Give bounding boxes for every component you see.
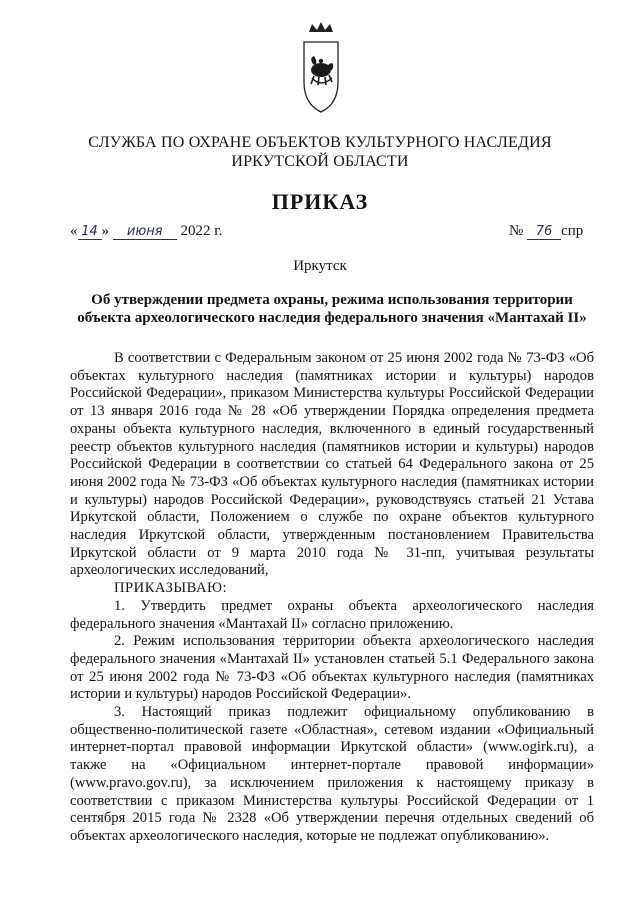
order-number-value: 76 (527, 225, 561, 240)
agency-name-line-2: ИРКУТСКОЙ ОБЛАСТИ (231, 153, 409, 170)
order-item: 3. Настоящий приказ подлежит официальному опубликованию в общественно-политической газете «Областная», сетевом издании «Официальный интернет-портал правовой информации Иркутской области» (www.ogirk.ru), а также на «Официальном интернет-портале правовой информации» (www.pravo.gov.ru), за исключением приложения к настоящему приказу в соответствии с приказом Министерства культуры Российской Федерации от 1 сентября 2015 года № 2328 «Об утверждении перечня отдельных сведений об объектах археологического наследия, которые не подлежат опубликованию». (70, 704, 594, 844)
city: Иркутск (293, 258, 347, 274)
irkutsk-coat-of-arms-icon (300, 20, 342, 116)
date-close-quote: » (101, 223, 109, 239)
date-open-quote: « (70, 223, 78, 239)
order-date (70, 223, 222, 240)
order-item: 2. Режим использования территории объекта археологического наследия федерального значения «Мантахай II» установлен статьей 5.1 Федерального закона от 25 июня 2002 года № 73-ФЗ «Об объектах культурного наследия (памятниках истории и культуры) народов Российской Федерации». (70, 633, 594, 703)
order-number (509, 223, 583, 240)
order-item: 1. Утвердить предмет охраны объекта археологического наследия федерального значения «Мантахай II» согласно приложению. (70, 597, 594, 632)
document-type: ПРИКАЗ (271, 189, 369, 214)
order-directive: ПРИКАЗЫВАЮ: (114, 580, 228, 597)
date-day: 14 (78, 225, 102, 240)
preamble-paragraph: В соответствии с Федеральным законом от 25 июня 2002 года № 73-ФЗ «Об объектах культурного наследия (памятниках истории и культуры) народов Российской Федерации», приказом Министерства культуры Российской Федерации от 13 января 2016 года № 28 «Об утверждении Порядка определения предмета охраны объекта культурного наследия, включенного в единый государственный реестр объектов культурного наследия (памятников истории и культуры) народов Российской Федерации в соответствии со статьей 64 Федерального закона от 25 июня 2002 года № 73-ФЗ «Об объектах культурного наследия (памятниках истории и культуры) народов Российской Федерации», руководствуясь статьей 21 Устава Иркутской области, Положением о службе по охране объектов культурного наследия Иркутской области, утвержденным постановлением Правительства Иркутской области от 9 марта 2010 года № 31-пп, учитывая результаты археологических исследований, (70, 350, 594, 579)
order-body (70, 350, 594, 846)
order-number-prefix: № (509, 223, 524, 239)
order-number-suffix: спр (561, 223, 584, 239)
date-month: июня (113, 225, 177, 240)
agency-name-line-1: СЛУЖБА ПО ОХРАНЕ ОБЪЕКТОВ КУЛЬТУРНОГО НАСЛЕДИЯ (88, 134, 552, 151)
agency-name (0, 133, 640, 171)
date-year: 2022 г. (180, 223, 223, 239)
order-subject: Об утверждении предмета охраны, режима использования территории объекта археологического наследия федерального значения «Мантахай II» (77, 292, 587, 326)
